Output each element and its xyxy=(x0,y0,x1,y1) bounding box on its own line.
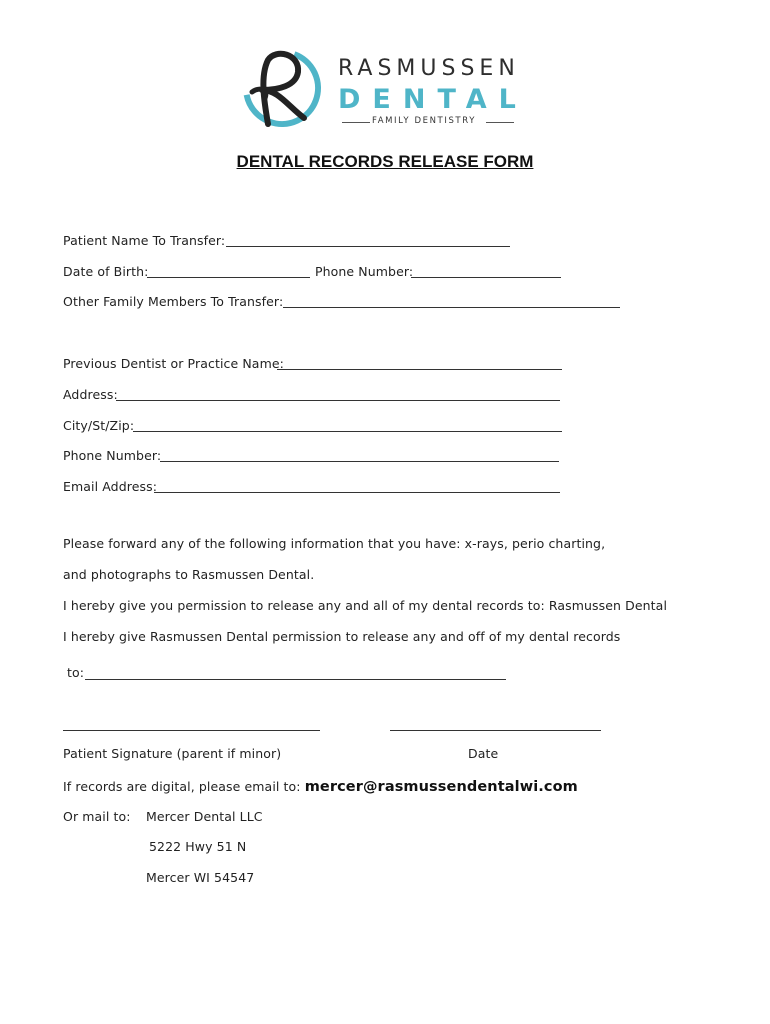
email-link[interactable]: mercer@rasmussendentalwi.com xyxy=(304,779,578,795)
dentist-phone-label: Phone Number: xyxy=(63,448,162,463)
address-label: Address: xyxy=(63,387,118,402)
logo-rule-left xyxy=(342,122,370,123)
previous-practice-field[interactable] xyxy=(277,369,562,370)
mail-to-label: Or mail to: xyxy=(63,809,131,824)
dentist-email-label: Email Address: xyxy=(63,479,158,494)
mail-street: 5222 Hwy 51 N xyxy=(149,839,247,854)
dentist-email-field[interactable] xyxy=(154,492,560,493)
r-monogram-icon xyxy=(238,46,334,130)
address-field[interactable] xyxy=(116,400,560,401)
dob-field[interactable] xyxy=(147,277,310,278)
digital-records-line xyxy=(63,779,578,795)
permission-to-rasmussen: I hereby give you permission to release any and all of my dental records to: Rasmussen Dental xyxy=(63,598,668,613)
release-to-field[interactable] xyxy=(85,679,506,680)
digital-records-text: If records are digital, please email to: xyxy=(63,779,301,794)
date-label: Date xyxy=(468,746,499,761)
city-state-zip-field[interactable] xyxy=(133,431,562,432)
logo-tagline: FAMILY DENTISTRY xyxy=(372,116,476,126)
mail-city: Mercer WI 54547 xyxy=(146,870,255,885)
family-members-field[interactable] xyxy=(283,307,620,308)
forward-info-line-2: and photographs to Rasmussen Dental. xyxy=(63,567,315,582)
dob-label: Date of Birth: xyxy=(63,264,149,279)
family-members-label: Other Family Members To Transfer: xyxy=(63,294,284,309)
previous-practice-label: Previous Dentist or Practice Name: xyxy=(63,356,284,371)
logo-name-top: RASMUSSEN xyxy=(338,56,520,81)
patient-phone-field[interactable] xyxy=(411,277,561,278)
patient-name-label: Patient Name To Transfer: xyxy=(63,233,226,248)
mail-name: Mercer Dental LLC xyxy=(146,809,263,824)
signature-field[interactable] xyxy=(63,730,320,731)
patient-phone-label: Phone Number: xyxy=(315,264,414,279)
release-to-label: to: xyxy=(67,665,85,680)
logo-rule-right xyxy=(486,122,514,123)
logo-name-bottom: DENTAL xyxy=(338,84,528,115)
page-title: DENTAL RECORDS RELEASE FORM xyxy=(236,152,534,171)
permission-from-rasmussen: I hereby give Rasmussen Dental permission to release any and off of my dental records xyxy=(63,629,621,644)
city-state-zip-label: City/St/Zip: xyxy=(63,418,135,433)
date-field[interactable] xyxy=(390,730,601,731)
signature-label: Patient Signature (parent if minor) xyxy=(63,746,282,761)
forward-info-line-1: Please forward any of the following information that you have: x-rays, perio charting, xyxy=(63,536,606,551)
rasmussen-dental-logo xyxy=(238,40,528,140)
patient-name-field[interactable] xyxy=(226,246,510,247)
dentist-phone-field[interactable] xyxy=(160,461,559,462)
